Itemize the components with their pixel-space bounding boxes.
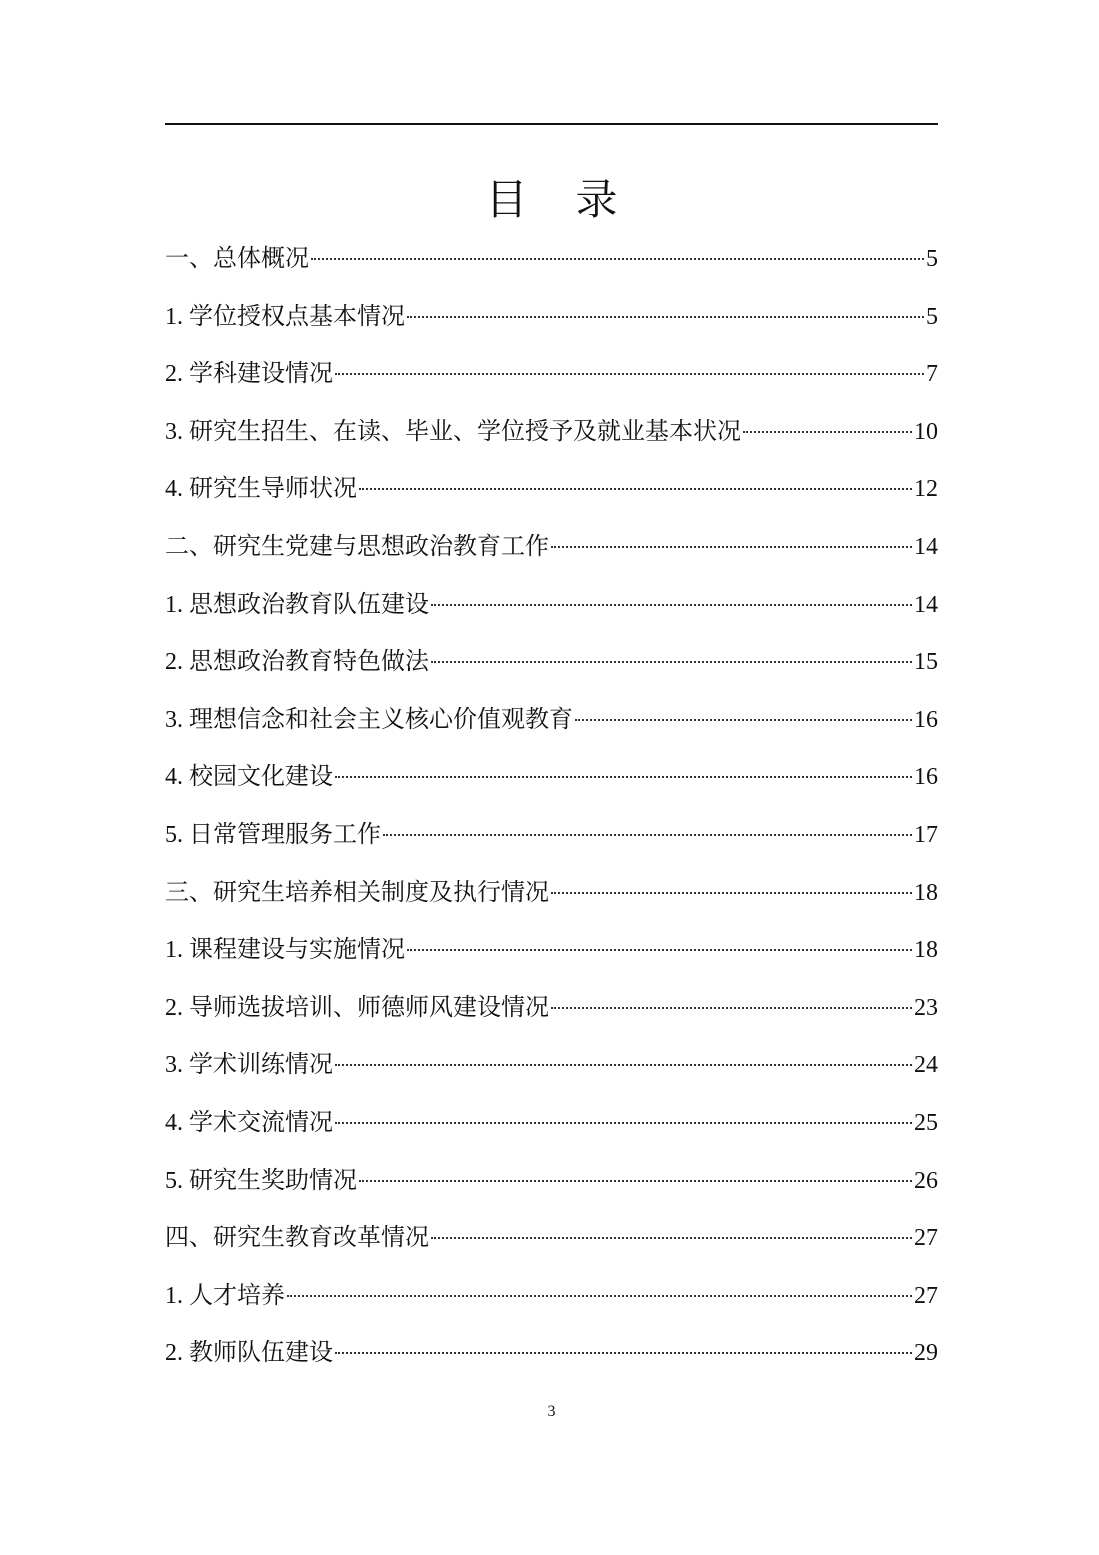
toc-dot-leader <box>407 949 912 951</box>
toc-entry[interactable] <box>165 1334 938 1392</box>
toc-entry[interactable] <box>165 240 938 298</box>
toc-entry-page: 25 <box>914 1109 938 1136</box>
toc-entry-number: 1. <box>165 591 189 618</box>
toc-dot-leader <box>407 316 924 318</box>
toc-dot-leader <box>335 1352 912 1354</box>
toc-entry-title: 研究生培养相关制度及执行情况 <box>213 877 549 906</box>
toc-entry-number: 1. <box>165 937 189 964</box>
toc-entry-page: 15 <box>914 649 938 676</box>
toc-dot-leader <box>311 258 924 260</box>
toc-entry[interactable] <box>165 413 938 471</box>
toc-dot-leader <box>551 1007 912 1009</box>
toc-entry-number: 1. <box>165 303 189 330</box>
toc-entry-number: 2. <box>165 649 189 676</box>
toc-entry[interactable] <box>165 528 938 586</box>
toc-entry-page: 18 <box>914 937 938 964</box>
toc-dot-leader <box>335 776 912 778</box>
toc-entry-title: 学位授权点基本情况 <box>189 301 405 330</box>
header-rule <box>165 123 938 125</box>
toc-entry[interactable] <box>165 1277 938 1335</box>
toc-entry-page: 23 <box>914 994 938 1021</box>
toc-entry-number: 3. <box>165 418 189 445</box>
toc-entry-number: 4. <box>165 764 189 791</box>
toc-entry-title: 学术交流情况 <box>189 1107 333 1136</box>
toc-entry-number: 5. <box>165 821 189 848</box>
toc-dot-leader <box>551 546 912 548</box>
toc-dot-leader <box>743 431 912 433</box>
page-title: 目录 <box>485 175 666 224</box>
toc-entry-page: 7 <box>926 361 938 388</box>
page-number: 3 <box>547 1403 556 1420</box>
toc-entry-number: 四、 <box>165 1225 213 1252</box>
toc-entry-page: 17 <box>914 821 938 848</box>
toc-entry[interactable] <box>165 298 938 356</box>
toc-dot-leader <box>431 604 912 606</box>
toc-entry-title: 人才培养 <box>189 1280 285 1309</box>
toc-entry-number: 三、 <box>165 879 213 906</box>
toc-dot-leader <box>287 1295 912 1297</box>
toc-entry[interactable] <box>165 1104 938 1162</box>
toc-entry-title: 学术训练情况 <box>189 1050 333 1079</box>
toc-entry-number: 4. <box>165 1109 189 1136</box>
toc-dot-leader <box>551 892 912 894</box>
toc-entry[interactable] <box>165 643 938 701</box>
toc-entry[interactable] <box>165 470 938 528</box>
toc-entry[interactable] <box>165 931 938 989</box>
toc-entry[interactable] <box>165 1046 938 1104</box>
toc-entry-title: 教师队伍建设 <box>189 1338 333 1367</box>
toc-entry-page: 10 <box>914 418 938 445</box>
toc-entry[interactable] <box>165 1219 938 1277</box>
toc-dot-leader <box>359 488 912 490</box>
toc-entry[interactable] <box>165 758 938 816</box>
toc-dot-leader <box>359 1180 912 1182</box>
toc-dot-leader <box>335 373 924 375</box>
toc-entry-number: 1. <box>165 1282 189 1309</box>
toc-entry-title: 校园文化建设 <box>189 762 333 791</box>
toc-entry-page: 14 <box>914 591 938 618</box>
toc-entry-number: 3. <box>165 1052 189 1079</box>
toc-entry-title: 课程建设与实施情况 <box>189 935 405 964</box>
toc-entry[interactable] <box>165 586 938 644</box>
toc-dot-leader <box>335 1122 912 1124</box>
toc-entry-page: 26 <box>914 1167 938 1194</box>
toc-dot-leader <box>431 661 912 663</box>
toc-entry-page: 27 <box>914 1282 938 1309</box>
toc-entry[interactable] <box>165 355 938 413</box>
toc-dot-leader <box>575 719 912 721</box>
toc-entry-title: 总体概况 <box>213 244 309 272</box>
toc-entry-number: 5. <box>165 1167 189 1194</box>
toc-entry-number: 2. <box>165 361 189 388</box>
toc-dot-leader <box>431 1237 912 1239</box>
toc-dot-leader <box>383 834 912 836</box>
toc-entry-title: 日常管理服务工作 <box>189 819 381 848</box>
toc-entry[interactable] <box>165 1162 938 1220</box>
toc-entry-number: 二、 <box>165 533 213 560</box>
toc-entry[interactable] <box>165 989 938 1047</box>
toc-entry-title: 研究生奖助情况 <box>189 1165 357 1194</box>
toc-entry-page: 27 <box>914 1225 938 1252</box>
toc-entry-title: 研究生教育改革情况 <box>213 1223 429 1252</box>
toc-entry-page: 14 <box>914 533 938 560</box>
toc-entry-page: 12 <box>914 476 938 503</box>
toc-entry[interactable] <box>165 701 938 759</box>
table-of-contents <box>165 240 938 1392</box>
toc-entry-page: 16 <box>914 764 938 791</box>
toc-entry-number: 4. <box>165 476 189 503</box>
toc-entry-page: 29 <box>914 1340 938 1367</box>
toc-entry-number: 3. <box>165 706 189 733</box>
toc-entry-title: 研究生导师状况 <box>189 474 357 503</box>
toc-entry-page: 24 <box>914 1052 938 1079</box>
toc-entry-page: 5 <box>926 303 938 330</box>
toc-entry-page: 18 <box>914 879 938 906</box>
toc-entry-title: 研究生招生、在读、毕业、学位授予及就业基本状况 <box>189 416 741 445</box>
toc-entry-number: 一、 <box>165 246 213 272</box>
toc-entry-title: 思想政治教育队伍建设 <box>189 589 429 618</box>
toc-entry-title: 导师选拔培训、师德师风建设情况 <box>189 992 549 1021</box>
toc-entry-title: 研究生党建与思想政治教育工作 <box>213 531 549 560</box>
toc-entry-page: 16 <box>914 706 938 733</box>
toc-entry-title: 理想信念和社会主义核心价值观教育 <box>189 704 573 733</box>
toc-entry-number: 2. <box>165 994 189 1021</box>
toc-entry-title: 学科建设情况 <box>189 359 333 388</box>
toc-entry-title: 思想政治教育特色做法 <box>189 647 429 676</box>
toc-entry[interactable] <box>165 816 938 874</box>
toc-dot-leader <box>335 1064 912 1066</box>
toc-entry[interactable] <box>165 874 938 932</box>
toc-entry-page: 5 <box>926 246 938 272</box>
toc-entry-number: 2. <box>165 1340 189 1367</box>
